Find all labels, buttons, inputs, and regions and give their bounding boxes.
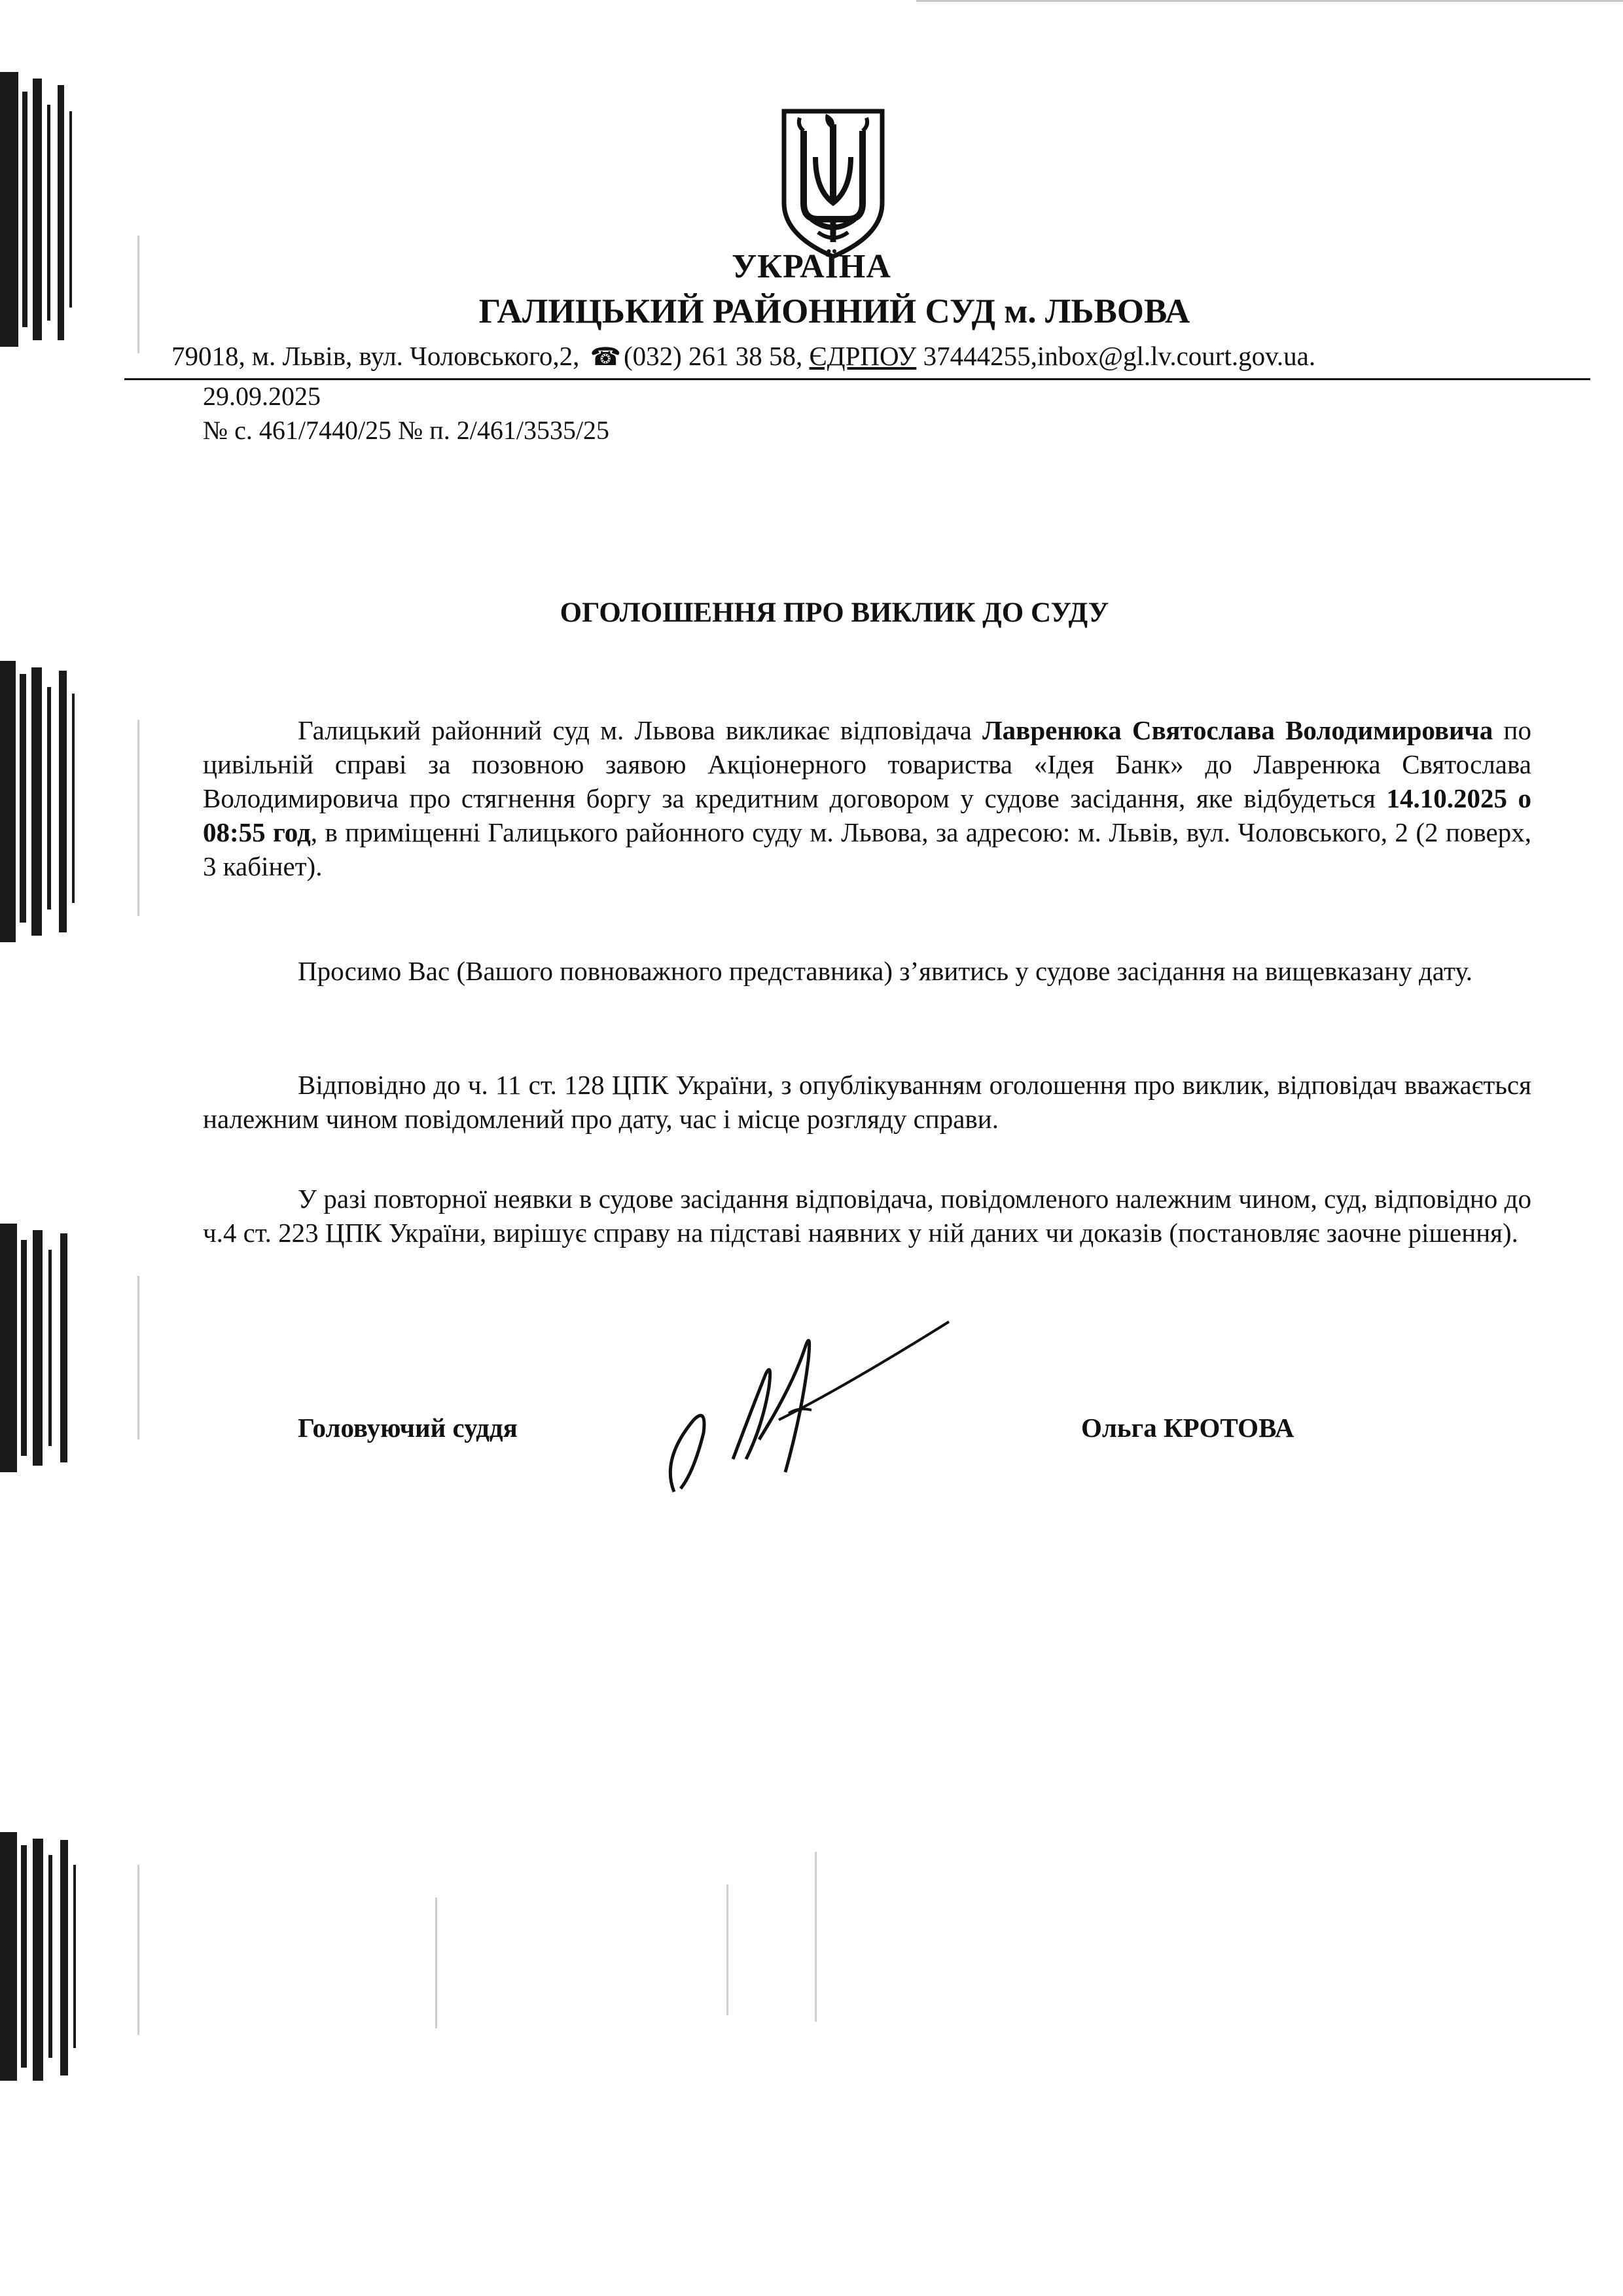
- hearing-datetime: 14.10.2025 о 08:55 год: [203, 783, 1532, 847]
- edrpou-and-email: 37444255,inbox@gl.lv.court.gov.ua.: [923, 341, 1316, 371]
- scan-top-rule: [916, 0, 1623, 2]
- scan-streak: [137, 1865, 139, 2035]
- p1-text-a: Галицький районний суд м. Львова викликає відповідача: [298, 715, 983, 745]
- telephone-icon: ☎: [590, 344, 621, 371]
- p1-text-b: по цивільній справі за позовною заявою Акціонерного товариства «Ідея Банк» до Лавренюка Святослава Володимировича про стягнення боргу за кредитним договором у судове засідання, яке відбудеться: [203, 715, 1531, 813]
- paragraph-default-judgment: [203, 1182, 1531, 1250]
- scan-noise: [0, 661, 79, 942]
- p1-text-c: , в приміщенні Галицького районного суду м. Львова, за адресою: м. Львів, вул. Чоловського, 2 (2 поверх, 3 кабінет).: [203, 817, 1531, 881]
- phone-number: (032) 261 38 58,: [623, 341, 803, 371]
- judge-name: Ольга КРОТОВА: [1081, 1413, 1294, 1443]
- header-divider: [124, 378, 1590, 380]
- edrpou-label: ЄДРПОУ: [809, 341, 917, 371]
- court-name: ГАЛИЦЬКИЙ РАЙОННИЙ СУД м. ЛЬВОВА: [478, 292, 1190, 330]
- paragraph-notification: [203, 1068, 1531, 1136]
- scan-streak: [137, 1276, 139, 1439]
- scan-streak: [137, 720, 139, 916]
- defendant-name: Лавренюка Святослава Володимировича: [982, 715, 1493, 745]
- scan-streak: [435, 1898, 437, 2028]
- scan-streak: [815, 1852, 817, 2022]
- paragraph-request: [203, 954, 1531, 988]
- trident-icon: [777, 105, 889, 262]
- handwritten-signature: [648, 1309, 962, 1505]
- signature-label: Головуючий суддя: [298, 1413, 518, 1443]
- paragraph-summons: [203, 713, 1531, 883]
- scan-noise: [0, 1832, 79, 2081]
- p4-text: У разі повторної неявки в судове засідання відповідача, повідомленого належним чином, суд, відповідно до ч.4 ст. 223 ЦПК України, вирішує справу на підставі наявних у ній даних чи доказів (постановляє заочне рішення).: [203, 1184, 1531, 1248]
- document-date: 29.09.2025: [203, 381, 321, 411]
- case-number: № с. 461/7440/25 № п. 2/461/3535/25: [203, 415, 610, 445]
- document-title: ОГОЛОШЕННЯ ПРО ВИКЛИК ДО СУДУ: [560, 597, 1109, 628]
- scan-streak: [726, 1884, 728, 2015]
- p2-text: Просимо Вас (Вашого повноважного представника) з’явитись у судове засідання на вищевказану дату.: [298, 956, 1472, 986]
- court-address: [171, 340, 1315, 372]
- country-name: УКРАЇНА: [732, 248, 891, 285]
- address-street: 79018, м. Львів, вул. Чоловського,2,: [171, 341, 580, 371]
- p3-text: Відповідно до ч. 11 ст. 128 ЦПК України, з опублікуванням оголошення про виклик, відповідач вважається належним чином повідомлений про дату, час і місце розгляду справи.: [203, 1070, 1531, 1134]
- scan-noise: [0, 1224, 79, 1472]
